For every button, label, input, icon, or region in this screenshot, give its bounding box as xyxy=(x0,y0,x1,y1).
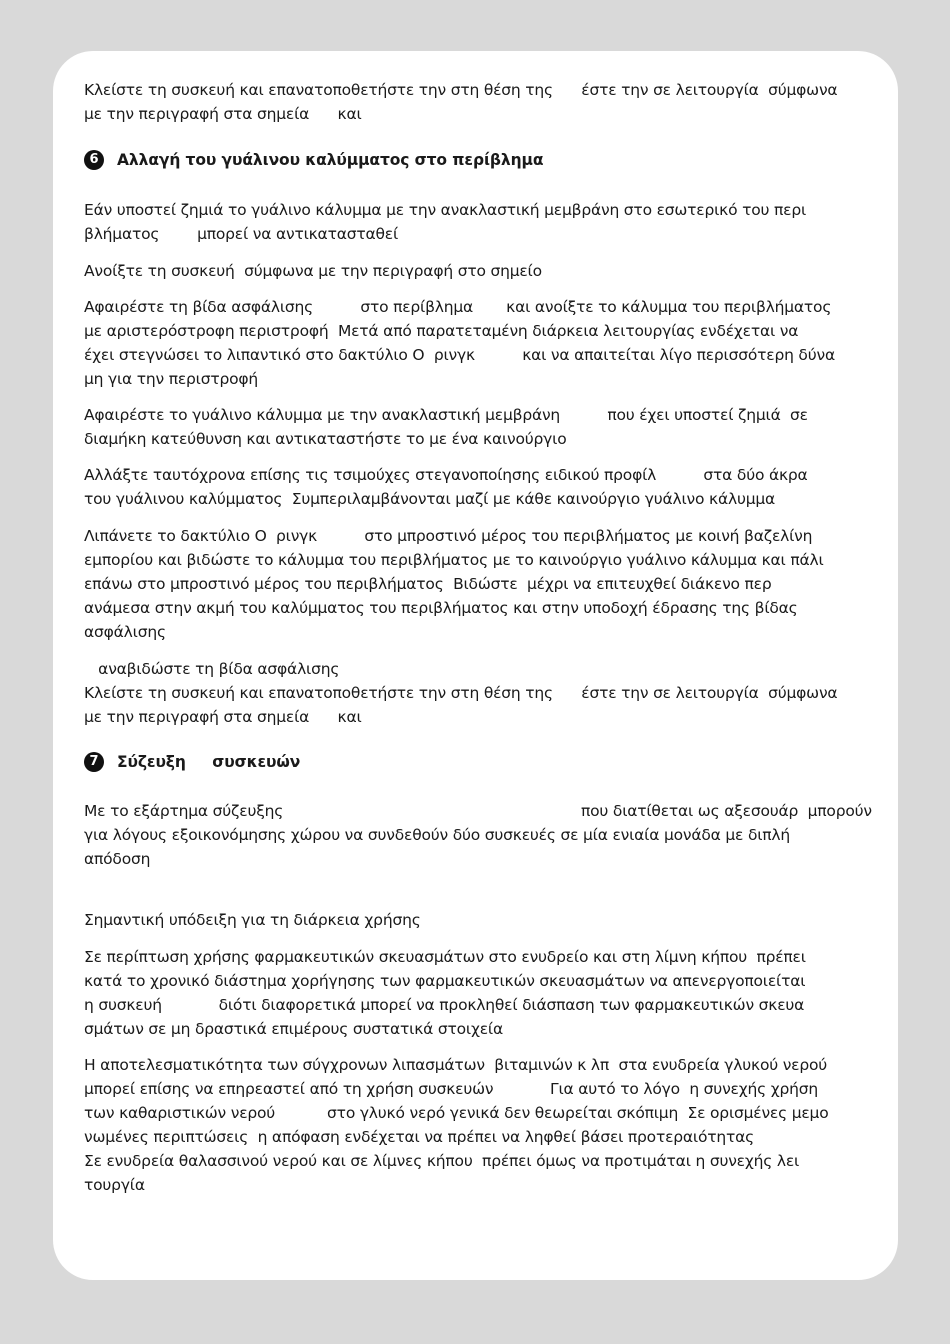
paragraph-rescrew-close xyxy=(84,657,874,729)
text-line: διαμήκη κατεύθυνση και αντικαταστήστε το με ένα καινούργιο xyxy=(84,430,567,448)
text-line: Σημαντική υπόδειξη για τη διάρκεια χρήσης xyxy=(84,911,421,929)
text-line: μπορεί επίσης να επηρεαστεί από τη χρήση συσκευών Για αυτό το λόγο η συνεχής χρήση xyxy=(84,1080,818,1098)
paragraph-open-device xyxy=(84,259,874,283)
text-line: Με το εξάρτημα σύζευξης που διατίθεται ως αξεσουάρ μπορούν xyxy=(84,802,872,820)
text-line: Κλείστε τη συσκευή και επανατοποθετήστε την στη θέση της έστε την σε λειτουργία σύμφωνα xyxy=(84,684,838,702)
text-line: κατά το χρονικό διάστημα χορήγησης των φαρμακευτικών σκευασμάτων να απενεργοποιείται xyxy=(84,972,806,990)
text-line: Σε περίπτωση χρήσης φαρμακευτικών σκευασμάτων στο ενυδρείο και στη λίμνη κήπου πρέπει xyxy=(84,948,806,966)
text-line: με αριστερόστροφη περιστροφή Μετά από παρατεταμένη διάρκεια λειτουργίας ενδέχεται να xyxy=(84,322,799,340)
text-line: ανάμεσα στην ακμή του καλύμματος του περιβλήματος και στην υποδοχή έδρασης της βίδας xyxy=(84,599,798,617)
text-line: απόδοση xyxy=(84,850,151,868)
text-line: τουργία xyxy=(84,1176,145,1194)
text-line: νωμένες περιπτώσεις η απόφαση ενδέχεται να πρέπει να ληφθεί βάσει προτεραιότητας xyxy=(84,1128,755,1146)
text-line: βλήματος μπορεί να αντικατασταθεί xyxy=(84,225,398,243)
section-heading-7 xyxy=(84,752,300,772)
text-line: των καθαριστικών νερού στο γλυκό νερό γενικά δεν θεωρείται σκόπιμη Σε ορισμένες μεμο xyxy=(84,1104,829,1122)
paragraph-effectiveness xyxy=(84,1053,874,1197)
text-line: του γυάλινου καλύμματος Συμπεριλαμβάνονται μαζί με κάθε καινούργιο γυάλινο κάλυμμα xyxy=(84,490,776,508)
paragraph-important-note xyxy=(84,908,874,932)
section-number-badge: 6 xyxy=(84,150,104,170)
text-line: Λιπάνετε το δακτύλιο O ρινγκ στο μπροστινό μέρος του περιβλήματος με κοινή βαζελίνη xyxy=(84,527,813,545)
text-line: εμπορίου και βιδώστε το κάλυμμα του περιβλήματος με το καινούργιο γυάλινο κάλυμμα και πάλι xyxy=(84,551,824,569)
paragraph-lubricate-oring xyxy=(84,524,874,644)
section-title: Αλλαγή του γυάλινου καλύμματος στο περίβλημα xyxy=(117,151,544,169)
text-line: Αλλάξτε ταυτόχρονα επίσης τις τσιμούχες στεγανοποίησης ειδικού προφίλ στα δύο άκρα xyxy=(84,466,808,484)
paragraph-remove-glass xyxy=(84,403,874,451)
section-number-badge: 7 xyxy=(84,752,104,772)
text-line: Η αποτελεσματικότητα των σύγχρονων λιπασμάτων βιταμινών κ λπ στα ενυδρεία γλυκού νερού xyxy=(84,1056,828,1074)
paragraph-close-device-1 xyxy=(84,78,874,126)
text-line: μη για την περιστροφή xyxy=(84,370,259,388)
text-line: Αφαιρέστε το γυάλινο κάλυμμα με την ανακλαστική μεμβράνη που έχει υποστεί ζημιά σε xyxy=(84,406,808,424)
text-line: Εάν υποστεί ζημιά το γυάλινο κάλυμμα με την ανακλαστική μεμβράνη στο εσωτερικό του περι xyxy=(84,201,806,219)
paragraph-medication xyxy=(84,945,874,1041)
paragraph-remove-screw xyxy=(84,295,874,391)
text-line: Ανοίξτε τη συσκευή σύμφωνα με την περιγραφή στο σημείο xyxy=(84,262,542,280)
text-line: Αφαιρέστε τη βίδα ασφάλισης στο περίβλημα και ανοίξτε το κάλυμμα του περιβλήματος xyxy=(84,298,832,316)
text-line: με την περιγραφή στα σημεία και xyxy=(84,105,362,123)
paragraph-replace-seals xyxy=(84,463,874,511)
text-line: έχει στεγνώσει το λιπαντικό στο δακτύλιο O ρινγκ και να απαιτείται λίγο περισσότερη δύνα xyxy=(84,346,835,364)
section-heading-6 xyxy=(84,150,543,170)
text-line: επάνω στο μπροστινό μέρος του περιβλήματος Βιδώστε μέχρι να επιτευχθεί διάκενο περ xyxy=(84,575,772,593)
text-line: για λόγους εξοικονόμησης χώρου να συνδεθούν δύο συσκευές σε μία ενιαία μονάδα με διπλή xyxy=(84,826,791,844)
text-line: ασφάλισης xyxy=(84,623,166,641)
text-line: Κλείστε τη συσκευή και επανατοποθετήστε την στη θέση της έστε την σε λειτουργία σύμφωνα xyxy=(84,81,838,99)
text-line: με την περιγραφή στα σημεία και xyxy=(84,708,362,726)
text-line: σμάτων σε μη δραστικά επιμέρους συστατικά στοιχεία xyxy=(84,1020,503,1038)
text-line: αναβιδώστε τη βίδα ασφάλισης xyxy=(84,660,340,678)
paragraph-coupling xyxy=(84,799,874,871)
section-title: Σύζευξη συσκευών xyxy=(117,753,301,771)
text-line: η συσκευή διότι διαφορετικά μπορεί να προκληθεί διάσπαση των φαρμακευτικών σκευα xyxy=(84,996,805,1014)
paragraph-glass-damage xyxy=(84,198,874,246)
text-line: Σε ενυδρεία θαλασσινού νερού και σε λίμνες κήπου πρέπει όμως να προτιμάται η συνεχής λει xyxy=(84,1152,800,1170)
